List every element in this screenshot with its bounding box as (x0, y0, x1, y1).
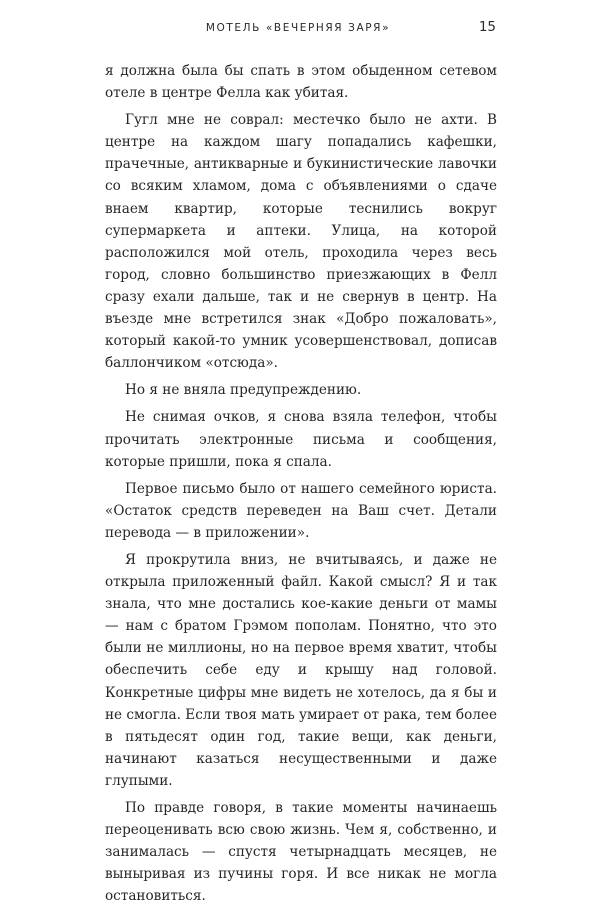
paragraph: Гугл мне не соврал: местечко было не ахти. В центре на каждом шагу попадались кафешки, прачечные, антикварные и букинистические лавочки со всяким хламом, дома с объявлениями о сдаче внаем квартир, которые теснились вокруг супермаркета и аптеки. Улица, на которой расположился мой отель, проходила через весь город, словно большинство приезжающих в Фелл сразу ехали дальше, так и не свернув в центр. На въезде мне встретился знак «Добро пожаловать», который какой-то умник усовершенствовал, дописав баллончиком «отсюда». (105, 112, 497, 372)
paragraph: Не снимая очков, я снова взяла телефон, чтобы прочитать электронные письма и сообщения, которые пришли, пока я спала. (105, 409, 497, 470)
paragraph: Первое письмо было от нашего семейного юриста. «Остаток средств переведен на Ваш счет. Детали перевода — в приложении». (105, 480, 497, 541)
page-number: 15 (478, 19, 496, 35)
running-header: МОТЕЛЬ «ВЕЧЕРНЯЯ ЗАРЯ» (205, 22, 391, 34)
paragraph-continuation: я должна была бы спать в этом обыденном сетевом отеле в центре Фелла как убитая. (105, 63, 497, 102)
paragraph: Я прокрутила вниз, не вчитываясь, и даже не открыла приложенный файл. Какой смысл? Я и так знала, что мне достались кое-какие деньги от мамы — нам с братом Грэмом пополам. Понятно, что это были не миллионы, но на первое время хватит, чтобы обеспечить себе еду и крышу над головой. Конкретные цифры мне видеть не хотелось, да я бы и не смогла. Если твоя мать умирает от рака, тем более в пятьдесят один год, такие вещи, как деньги, начинают казаться несущественными и даже глупыми. (105, 551, 497, 789)
paragraph: По правде говоря, в такие моменты начинаешь переоценивать всю свою жизнь. Чем я, собственно, и занималась — спустя четырнадцать месяцев, не выныривая из пучины горя. И все никак не могла остановиться. (105, 800, 497, 905)
paragraph: Но я не вняла предупреждению. (125, 382, 362, 399)
body-text (105, 60, 497, 912)
